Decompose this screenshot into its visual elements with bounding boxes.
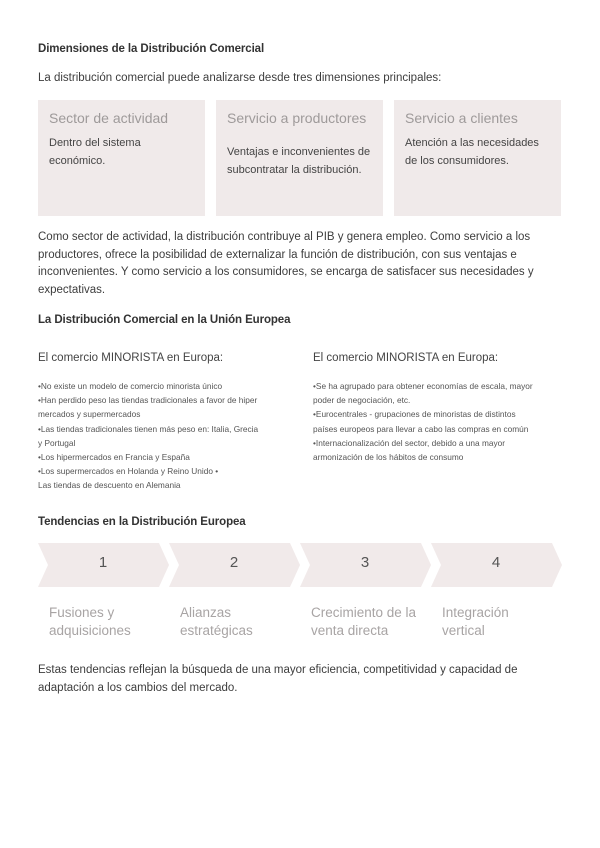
right-column-list xyxy=(313,379,533,464)
card-title: Servicio a clientes xyxy=(405,110,518,126)
list-item: •Internacionalización del sector, debido a una mayor xyxy=(313,437,506,448)
step-number: 1 xyxy=(98,554,108,571)
step-number: 4 xyxy=(491,554,501,571)
step-label: Crecimiento de la venta directa xyxy=(311,605,417,638)
list-item: •Las tiendas tradicionales tienen más peso en: Italia, Grecia xyxy=(38,423,259,434)
list-item: países europeos para llevar a cabo las compras en común xyxy=(313,423,529,434)
card-title: Sector de actividad xyxy=(49,110,169,126)
step-number: 2 xyxy=(229,554,239,571)
step-number: 3 xyxy=(360,554,370,571)
step-label: Integración vertical xyxy=(442,605,509,638)
section-title-dimensions: Dimensiones de la Distribución Comercial xyxy=(38,43,265,55)
list-item: armonización de los hábitos de consumo xyxy=(313,452,464,463)
list-item: poder de negociación, etc. xyxy=(313,395,411,406)
step-label: Fusiones y adquisiciones xyxy=(49,605,131,638)
card-servicio-productores xyxy=(216,100,383,216)
step-label: Alianzas estratégicas xyxy=(180,605,253,638)
card-text: Dentro del sistema económico. xyxy=(49,137,141,167)
list-item: y Portugal xyxy=(38,437,76,448)
list-item: •No existe un modelo de comercio minorista único xyxy=(38,381,223,391)
card-servicio-clientes xyxy=(394,100,561,216)
list-item: •Los supermercados en Holanda y Reino Unido • xyxy=(38,466,219,477)
left-column-list xyxy=(38,379,258,493)
list-item: Las tiendas de descuento en Alemania xyxy=(38,480,181,491)
trends-closing: Estas tendencias reflejan la búsqueda de una mayor eficiencia, competitividad y capacidad de adaptación a los cambios del mercado. xyxy=(38,664,518,694)
section-title-trends: Tendencias en la Distribución Europea xyxy=(38,516,246,528)
card-sector-actividad xyxy=(38,100,205,216)
card-text: Ventajas e inconvenientes de subcontratar la distribución. xyxy=(227,146,371,176)
list-item: mercados y supermercados xyxy=(38,409,141,420)
card-text: Atención a las necesidades de los consumidores. xyxy=(405,137,539,167)
list-item: •Eurocentrales - grupaciones de minoristas de distintos xyxy=(313,409,516,420)
left-column-title: El comercio MINORISTA en Europa: xyxy=(38,352,224,364)
list-item: •Se ha agrupado para obtener economías de escala, mayor xyxy=(313,381,533,391)
dimensions-summary: Como sector de actividad, la distribución contribuye al PIB y genera empleo. Como servicio a los productores, ofrece la posibilidad de externalizar la función de distribución, con sus ventajas e inconvenientes. Y como servicio a los consumidores, se encarga de satisfacer sus necesidades y expectativas. xyxy=(38,231,534,296)
list-item: •Los hipermercados en Francia y España xyxy=(38,452,190,463)
section-title-eu: La Distribución Comercial en la Unión Europea xyxy=(38,314,291,326)
dimensions-intro: La distribución comercial puede analizarse desde tres dimensiones principales: xyxy=(38,72,442,84)
card-title: Servicio a productores xyxy=(227,110,367,126)
list-item: •Han perdido peso las tiendas tradicionales a favor de hiper xyxy=(38,395,258,406)
right-column-title: El comercio MINORISTA en Europa: xyxy=(313,352,499,364)
